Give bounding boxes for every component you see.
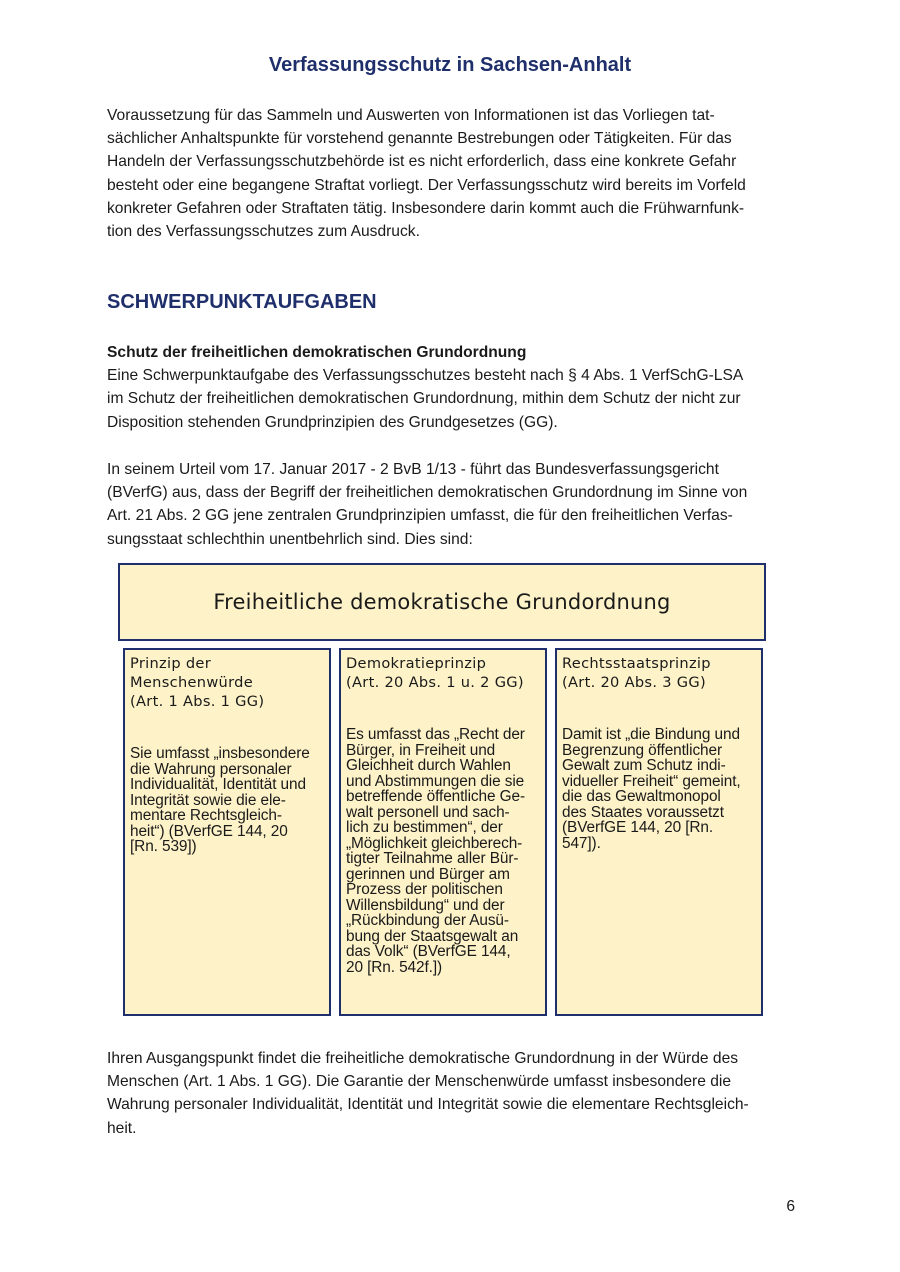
page-header-title: Verfassungsschutz in Sachsen-Anhalt xyxy=(268,54,632,76)
section-paragraph-2 xyxy=(107,458,797,551)
principle-heading-line: (Art. 20 Abs. 1 u. 2 GG) xyxy=(346,674,524,691)
principle-body-line: (BVerfGE 144, 20 [Rn. xyxy=(562,819,714,836)
principle-heading xyxy=(562,654,757,692)
section-heading: SCHWERPUNKTAUFGABEN xyxy=(107,291,377,313)
closing-paragraph xyxy=(107,1047,797,1140)
principle-body-line: vidueller Freiheit“ gemeint, xyxy=(562,772,741,790)
principle-body-line: die das Gewaltmonopol xyxy=(562,788,721,805)
principle-heading-line: Rechtsstaatsprinzip xyxy=(562,655,711,672)
principle-body-line: das Volk“ (BVerfGE 144, xyxy=(346,943,511,960)
principle-heading-line: (Art. 1 Abs. 1 GG) xyxy=(130,693,265,710)
principle-body-line: und Abstimmungen die sie xyxy=(346,772,525,790)
principle-heading xyxy=(346,654,541,692)
principle-box-menschenwuerde xyxy=(123,648,331,1016)
principle-body-line: Es umfasst das „Recht der xyxy=(346,726,525,743)
intro-paragraph xyxy=(107,104,797,243)
paragraph-line: sungsstaat schlechthin unentbehrlich sind. Dies sind: xyxy=(107,530,473,548)
paragraph-line: Eine Schwerpunktaufgabe des Verfassungsschutzes besteht nach § 4 Abs. 1 VerfSchG-LSA xyxy=(107,367,744,385)
principle-heading xyxy=(130,654,325,711)
principle-body-line: 547]). xyxy=(562,834,601,852)
principle-body-line: Individualität, Identität und xyxy=(130,776,306,793)
intro-line: Voraussetzung für das Sammeln und Auswerten von Informationen ist das Vorliegen tat- xyxy=(107,107,715,124)
principle-body-line: Gleichheit durch Wahlen xyxy=(346,757,511,774)
closing-line: Wahrung personaler Individualität, Identität und Integrität sowie die elementare Rechtsgleich- xyxy=(107,1096,749,1114)
paragraph-line: In seinem Urteil vom 17. Januar 2017 - 2 BvB 1/13 - führt das Bundesverfassungsgericht xyxy=(107,461,719,478)
principle-body-line: 20 [Rn. 542f.]) xyxy=(346,958,443,976)
paragraph-line: Art. 21 Abs. 2 GG jene zentralen Grundprinzipien umfasst, die für den freiheitlichen Verfas- xyxy=(107,507,733,525)
closing-line: Ihren Ausgangspunkt findet die freiheitliche demokratische Grundordnung in der Würde des xyxy=(107,1050,739,1067)
principle-body-line: betreffende öffentliche Ge- xyxy=(346,788,525,805)
diagram-title-box xyxy=(118,563,766,641)
diagram-title: Freiheitliche demokratische Grundordnung xyxy=(213,590,671,614)
principle-body-line: Sie umfasst „insbesondere xyxy=(130,745,310,762)
principle-body-line: „Rückbindung der Ausü- xyxy=(346,912,509,929)
principle-body-line: bung der Staatsgewalt an xyxy=(346,927,519,945)
principle-description xyxy=(346,727,541,975)
paragraph-line: (BVerfG) aus, dass der Begriff der freiheitlichen demokratischen Grundordnung im Sinne von xyxy=(107,484,748,502)
principle-body-line: die Wahrung personaler xyxy=(130,760,292,778)
principle-body-line: lich zu bestimmen“, der xyxy=(346,819,503,836)
principle-description xyxy=(130,746,325,855)
principle-body-line: Damit ist „die Bindung und xyxy=(562,726,740,743)
subheading: Schutz der freiheitlichen demokratischen Grundordnung xyxy=(107,344,527,361)
principle-heading-line: Menschenwürde xyxy=(130,674,253,691)
principle-box-demokratie xyxy=(339,648,547,1016)
principle-body-line: tigter Teilnahme aller Bür- xyxy=(346,850,519,867)
intro-line: besteht oder eine begangene Straftat vorliegt. Der Verfassungsschutz wird bereits im Vorfeld xyxy=(107,176,746,194)
closing-line: Menschen (Art. 1 Abs. 1 GG). Die Garantie der Menschenwürde umfasst insbesondere die xyxy=(107,1073,732,1091)
principle-body-line: „Möglichkeit gleichberech- xyxy=(346,834,523,852)
intro-line: konkreter Gefahren oder Straftaten tätig. Insbesondere darin kommt auch die Frühwarnfunk- xyxy=(107,199,745,217)
principle-body-line: Willensbildung“ und der xyxy=(346,896,505,914)
principle-body-line: [Rn. 539]) xyxy=(130,838,197,855)
paragraph-line: Disposition stehenden Grundprinzipien des Grundgesetzes (GG). xyxy=(107,413,558,431)
intro-line: tion des Verfassungsschutzes zum Ausdruck. xyxy=(107,223,420,241)
closing-line: heit. xyxy=(107,1119,137,1137)
principle-body-line: Bürger, in Freiheit und xyxy=(346,741,496,759)
principle-body-line: heit“) (BVerfGE 144, 20 xyxy=(130,822,288,840)
intro-line: Handeln der Verfassungsschutzbehörde ist es nicht erforderlich, dass eine konkrete Gefahr xyxy=(107,153,737,171)
principle-body-line: Begrenzung öffentlicher xyxy=(562,741,722,759)
principle-body-line: des Staates voraussetzt xyxy=(562,803,724,821)
principle-body-line: Integrität sowie die ele- xyxy=(130,791,286,809)
principle-body-line: gerinnen und Bürger am xyxy=(346,865,510,883)
principle-box-rechtsstaat xyxy=(555,648,763,1016)
principle-description xyxy=(562,727,757,851)
paragraph-line: im Schutz der freiheitlichen demokratischen Grundordnung, mithin dem Schutz der nicht zur xyxy=(107,390,741,408)
principle-heading-line: Demokratieprinzip xyxy=(346,655,487,672)
principle-body-line: mentare Rechtsgleich- xyxy=(130,807,282,824)
section-paragraph-1 xyxy=(107,341,797,434)
principle-heading-line: (Art. 20 Abs. 3 GG) xyxy=(562,674,706,691)
intro-line: sächlicher Anhaltspunkte für vorstehend genannte Bestrebungen oder Tätigkeiten. Für das xyxy=(107,130,732,148)
principle-body-line: Prozess der politischen xyxy=(346,881,503,898)
page-number: 6 xyxy=(786,1198,795,1215)
principle-body-line: walt personell und sach- xyxy=(346,803,510,821)
principle-heading-line: Prinzip der xyxy=(130,655,212,672)
principle-body-line: Gewalt zum Schutz indi- xyxy=(562,757,726,774)
